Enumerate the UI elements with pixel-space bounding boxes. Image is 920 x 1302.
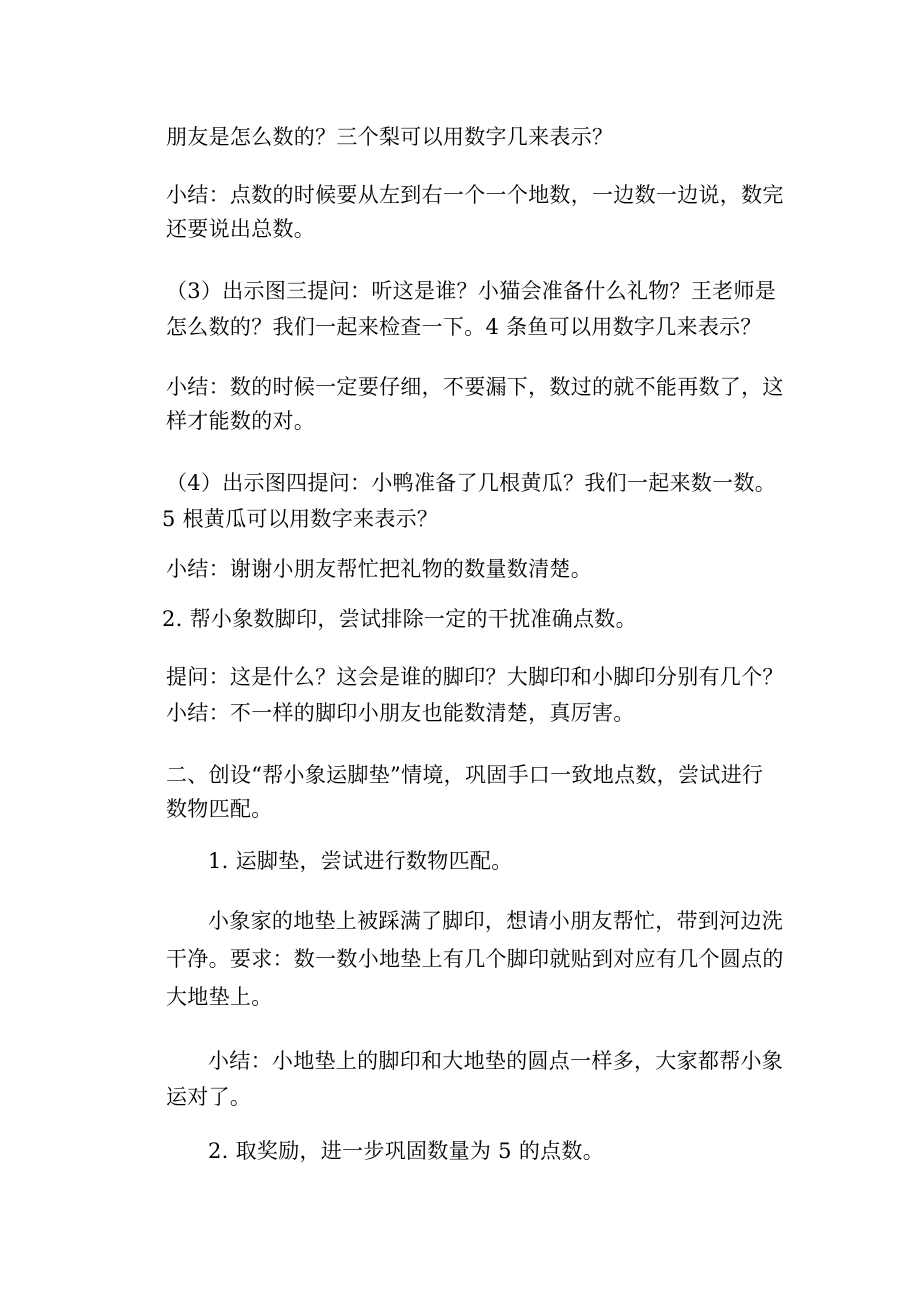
step-4-line: 5 根黄瓜可以用数字来表示？ <box>162 507 439 531</box>
item-1-line: 1. 运脚垫，尝试进行数物匹配。 <box>208 849 513 873</box>
section-heading: 二、创设“帮小象运脚垫”情境，巩固手口一致地点数，尝试进行 <box>166 763 764 787</box>
summary-line: 小结：数的时候一定要仔细，不要漏下，数过的就不能再数了，这 <box>166 375 784 399</box>
summary-line: 样才能数的对。 <box>166 409 316 433</box>
paragraph-line: 朋友是怎么数的？三个梨可以用数字几来表示？ <box>166 125 614 149</box>
item-2-line: 2. 取奖励，进一步巩固数量为 5 的点数。 <box>208 1139 605 1163</box>
summary-line: 小结：小地垫上的脚印和大地垫的圆点一样多，大家都帮小象 <box>208 1049 784 1073</box>
step-3-line: 怎么数的？我们一起来检查一下。4 条鱼可以用数字几来表示？ <box>166 315 762 339</box>
question-line: 提问：这是什么？这会是谁的脚印？大脚印和小脚印分别有几个？ <box>166 665 784 689</box>
paragraph-line: 干净。要求：数一数小地垫上有几个脚印就贴到对应有几个圆点的 <box>166 947 784 971</box>
paragraph-line: 大地垫上。 <box>166 985 273 1009</box>
paragraph-line: 小象家的地垫上被踩满了脚印，想请小朋友帮忙，带到河边洗 <box>208 909 784 933</box>
summary-line: 小结：谢谢小朋友帮忙把礼物的数量数清楚。 <box>166 557 592 581</box>
summary-line: 还要说出总数。 <box>166 217 316 241</box>
section-heading: 数物匹配。 <box>166 797 273 821</box>
step-4-line: （4）出示图四提问：小鸭准备了几根黄瓜？我们一起来数一数。 <box>166 471 777 495</box>
item-2-line: 2. 帮小象数脚印，尝试排除一定的干扰准确点数。 <box>162 607 637 631</box>
summary-line: 小结：点数的时候要从左到右一个一个地数，一边数一边说，数完 <box>166 183 784 207</box>
step-3-line: （3）出示图三提问：听这是谁？小猫会准备什么礼物？王老师是 <box>166 279 777 303</box>
summary-line: 小结：不一样的脚印小朋友也能数清楚，真厉害。 <box>166 701 635 725</box>
summary-line: 运对了。 <box>166 1085 252 1109</box>
